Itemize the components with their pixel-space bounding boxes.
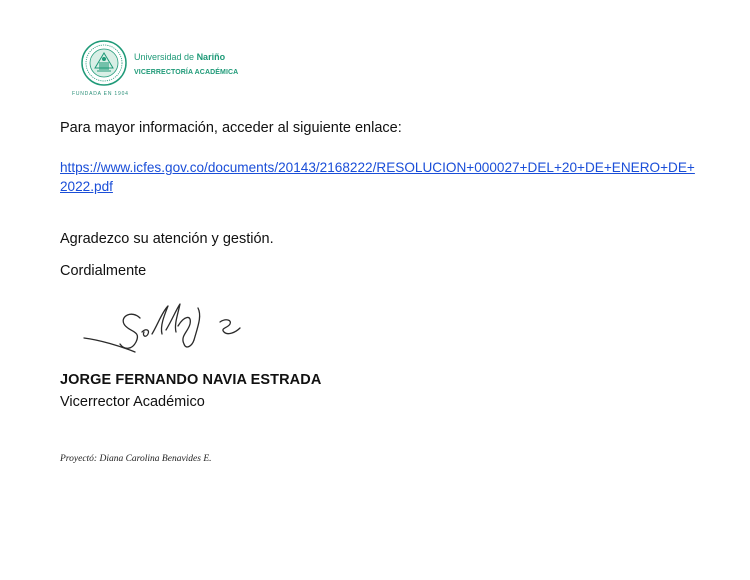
- department-name: VICERRECTORÍA ACADÉMICA: [134, 69, 239, 76]
- intro-text: Para mayor información, acceder al siguiente enlace:: [60, 120, 402, 136]
- signature-image: [80, 296, 270, 366]
- founded-caption: FUNDADA EN 1904: [72, 91, 129, 97]
- thanks-text: Agradezco su atención y gestión.: [60, 231, 274, 247]
- resolution-link[interactable]: https://www.icfes.gov.co/documents/20143/2168222/RESOLUCION+000027+DEL+20+DE+ENERO+DE+2022.pdf: [60, 160, 695, 194]
- closing-text: Cordialmente: [60, 263, 147, 279]
- institution-logo: [70, 38, 240, 100]
- signatory-role: Vicerrector Académico: [60, 394, 205, 410]
- projected-by-note: Proyectó: Diana Carolina Benavides E.: [60, 454, 212, 464]
- institution-name: Universidad de Nariño: [134, 52, 226, 62]
- signatory-name: JORGE FERNANDO NAVIA ESTRADA: [60, 372, 322, 388]
- university-seal-icon: [81, 40, 127, 86]
